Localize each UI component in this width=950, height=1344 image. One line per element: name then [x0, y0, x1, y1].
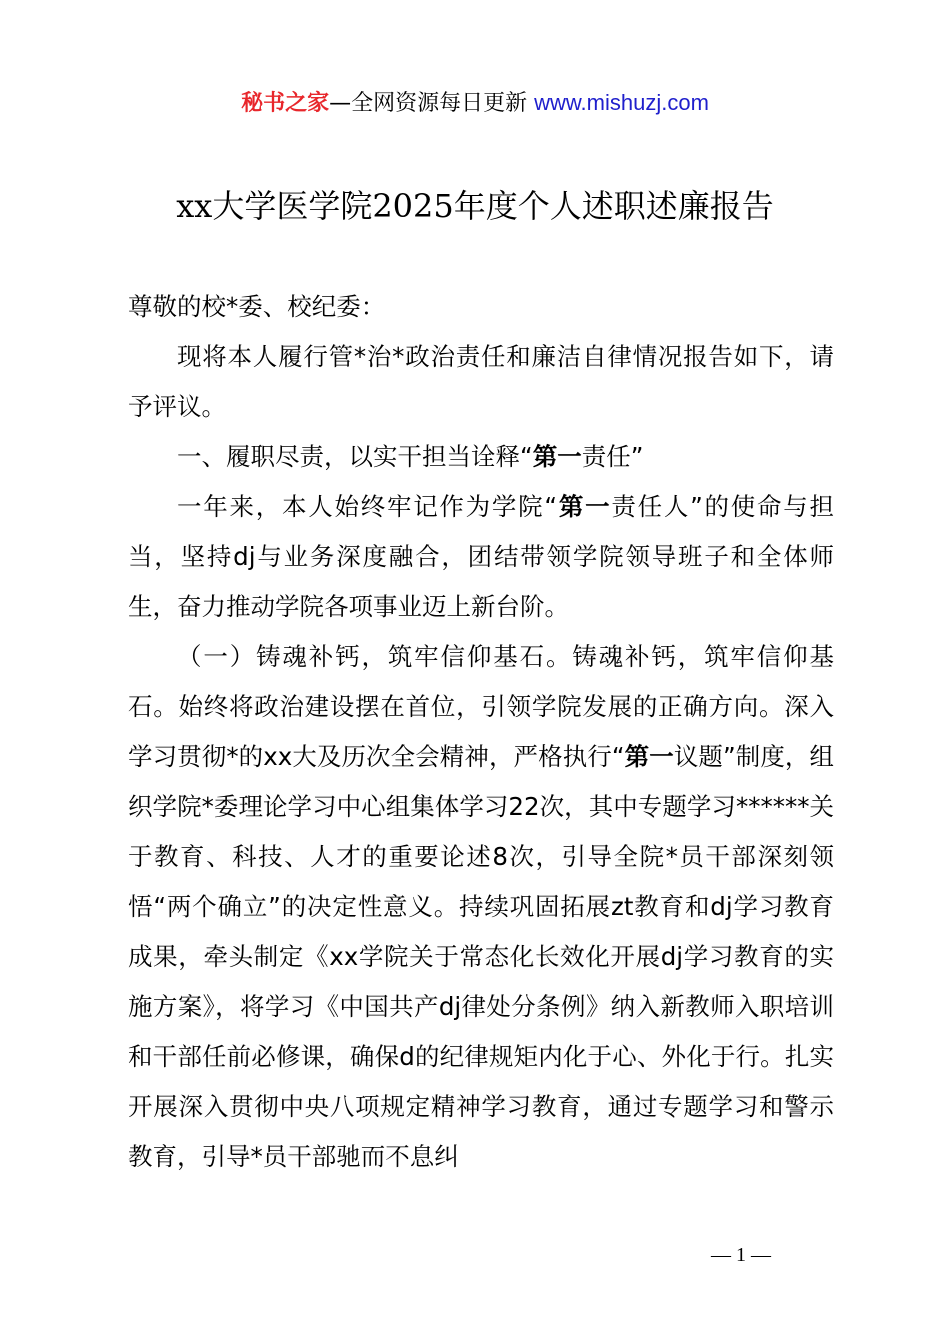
paragraph-bold: 第一 [624, 742, 674, 771]
paragraph-bold: 第一 [557, 492, 612, 521]
document-body [128, 282, 834, 1182]
site-header [0, 88, 950, 119]
section-heading-bold: 第一 [532, 442, 582, 471]
paragraph-tail: 责任人”的使命与担当，坚持dj与业务深度融合，团结带领学院领导班子和全体师生，奋力推动学院各项事业迈上新台阶。 [128, 492, 834, 621]
salutation: 尊敬的校*委、校纪委： [128, 292, 386, 321]
site-url-link[interactable]: www.mishuzj.com [534, 90, 709, 115]
intro-paragraph: 现将本人履行管*治*政治责任和廉洁自律情况报告如下，请予评议。 [128, 342, 834, 421]
paragraph-text: （一）铸魂补钙，筑牢信仰基石。铸魂补钙，筑牢信仰基石。始终将政治建设摆在首位，引领学院发展的正确方向。深入学习贯彻*的xx大及历次全会精神，严格执行“ [128, 642, 834, 771]
brand-name: 秘书之家 [241, 91, 330, 116]
body-paragraph-2 [128, 632, 834, 1182]
header-tagline: —全网资源每日更新 [329, 91, 535, 116]
section-heading-1 [128, 432, 834, 482]
section-heading-text: 一、履职尽责，以实干担当诠释“ [177, 442, 533, 471]
page-number: — 1 — [711, 1244, 771, 1266]
paragraph-tail: 议题”制度，组织学院*委理论学习中心组集体学习22次，其中专题学习******关于教育、科技、人才的重要论述8次，引导全院*员干部深刻领悟“两个确立”的决定性意义。持续巩固拓展zt教育和dj学习教育成果，牵头制定《xx学院关于常态化长效化开展dj学习教育的实施方案》，将学习《中国共产dj律处分条例》纳入新教师入职培训和干部任前必修课，确保d的纪律规矩内化于心、外化于行。扎实开展深入贯彻中央八项规定精神学习教育，通过专题学习和警示教育，引导*员干部驰而不息纠 [128, 742, 834, 1171]
paragraph-text: 一年来，本人始终牢记作为学院“ [177, 492, 558, 521]
document-title: xx大学医学院2025年度个人述职述廉报告 [176, 187, 774, 225]
section-heading-tail: 责任” [581, 442, 644, 471]
body-paragraph-1 [128, 482, 834, 632]
